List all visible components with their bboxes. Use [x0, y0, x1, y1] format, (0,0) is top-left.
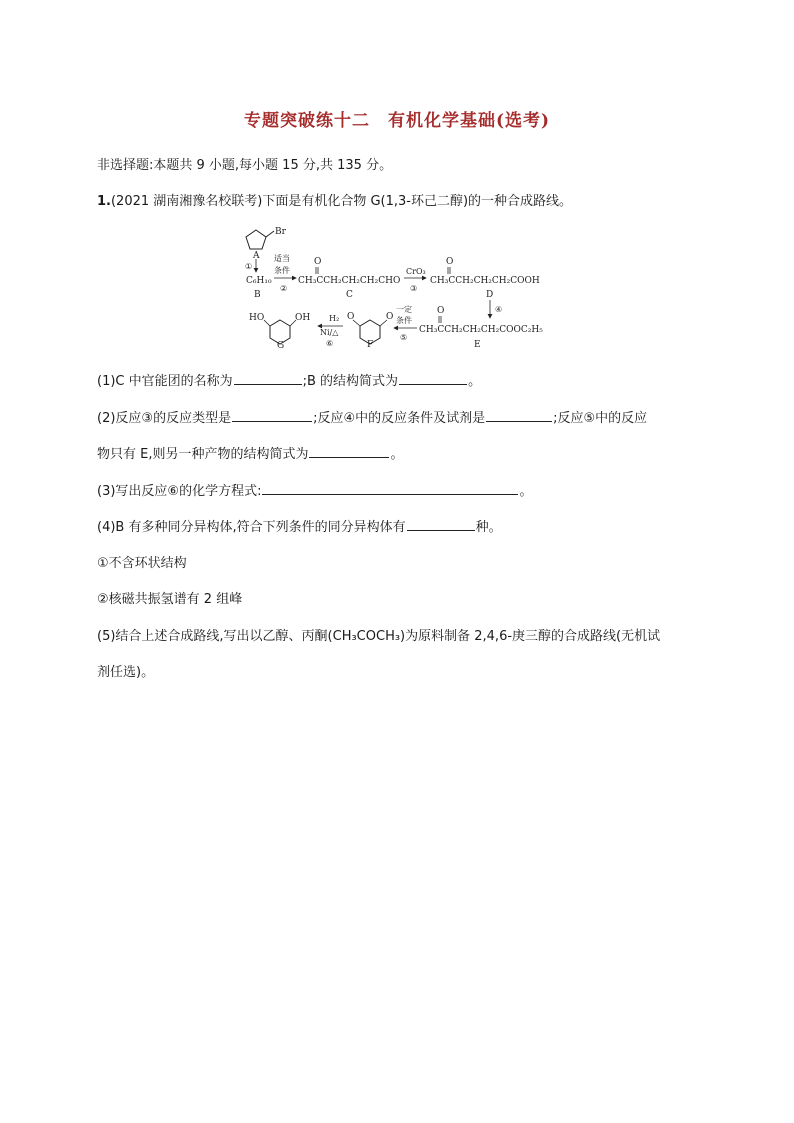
answer-blank-5[interactable]	[309, 444, 389, 458]
oxo-f-right: O	[386, 312, 394, 322]
oxo-c: O	[314, 257, 322, 267]
section-intro: 非选择题:本题共 9 小题,每小题 15 分,共 135 分。	[97, 158, 393, 173]
synthesis-route-scheme	[236, 222, 556, 352]
reagent-3: CrO₃	[406, 267, 426, 276]
question-1-stem	[97, 190, 572, 209]
page-title: 专题突破练十二 有机化学基础(选考)	[243, 111, 551, 131]
oxo-f-left: O	[347, 312, 355, 322]
formula-e: CH₃CCH₂CH₂CH₂COOC₂H₅	[419, 325, 543, 335]
oxo-d: O	[446, 257, 454, 267]
reagent-6-catalyst: Ni/△	[320, 328, 339, 337]
sub-question-3: (3)写出反应⑥的化学方程式: 。	[97, 480, 532, 499]
sub-question-1: (1)C 中官能团的名称为 ;B 的结构简式为 。	[97, 370, 481, 389]
answer-blank-7[interactable]	[407, 517, 475, 531]
step-2-label: ②	[280, 284, 288, 293]
sub-question-4: (4)B 有多种同分异构体,符合下列条件的同分异构体有 种。	[97, 516, 502, 535]
step-5-condition-2: 条件	[396, 316, 412, 325]
sub-question-5: (5)结合上述合成路线,写出以乙醇、丙酮(CH₃COCH₃)为原料制备 2,4,6-庚三醇的合成路线(无机试	[97, 629, 661, 644]
step-2-condition-2: 条件	[274, 266, 290, 275]
label-c: C	[346, 290, 353, 300]
reagent-6-h2: H₂	[329, 314, 340, 323]
step-4-label: ④	[495, 305, 503, 314]
cyclopentane-ring-a	[246, 230, 266, 249]
step-5-condition-1: 一定	[396, 305, 412, 314]
label-d: D	[486, 290, 494, 300]
hydroxyl-g-right: OH	[295, 313, 311, 323]
answer-blank-2[interactable]	[399, 371, 467, 385]
sub-question-5-continued: 剂任选)。	[97, 665, 155, 680]
label-b: B	[254, 290, 261, 300]
answer-blank-1[interactable]	[234, 371, 302, 385]
step-5-label: ⑤	[400, 333, 408, 342]
label-a: A	[253, 251, 260, 261]
condition-2: ②核磁共振氢谱有 2 组峰	[97, 592, 243, 607]
label-e: E	[474, 340, 481, 350]
question-stem-text: (2021 湖南湘豫名校联考)下面是有机化合物 G(1,3-环己二醇)的一种合成路线。	[110, 194, 573, 209]
sub-question-2-continued: 物只有 E,则另一种产物的结构简式为 。	[97, 443, 404, 462]
step-2-condition-1: 适当	[274, 254, 290, 263]
step-6-label: ⑥	[326, 339, 334, 348]
condition-1: ①不含环状结构	[97, 556, 187, 571]
step-3-label: ③	[410, 284, 418, 293]
step-1-label: ①	[245, 262, 253, 271]
formula-c: CH₃CCH₂CH₂CH₂CHO	[298, 276, 401, 286]
answer-blank-6[interactable]	[262, 481, 518, 495]
answer-blank-4[interactable]	[486, 408, 552, 422]
label-g: G	[277, 341, 285, 351]
hydroxyl-g-left: HO	[249, 313, 265, 323]
label-f: F	[367, 340, 374, 350]
sub-question-2: (2)反应③的反应类型是 ;反应④中的反应条件及试剂是 ;反应⑤中的反应	[97, 407, 647, 426]
question-number: 1.	[97, 194, 111, 209]
answer-blank-3[interactable]	[232, 408, 312, 422]
bromine-label: Br	[275, 227, 286, 237]
oxo-e: O	[437, 306, 445, 316]
formula-d: CH₃CCH₂CH₂CH₂COOH	[430, 276, 540, 286]
formula-b: C₆H₁₀	[246, 276, 272, 286]
